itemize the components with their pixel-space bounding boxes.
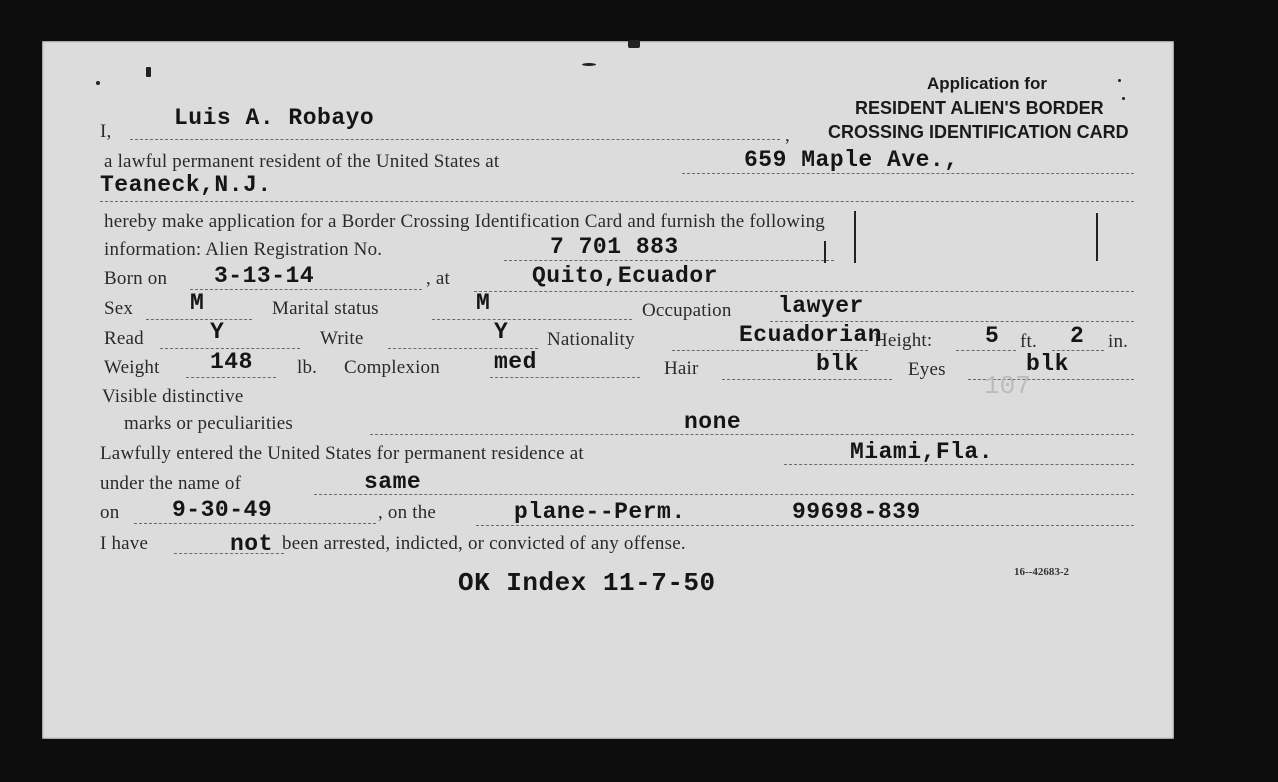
- label-weight: Weight: [104, 357, 160, 378]
- label-marital-status: Marital status: [272, 298, 379, 319]
- speck: [1118, 79, 1121, 82]
- label-sex: Sex: [104, 298, 134, 319]
- complexion-line: [490, 377, 640, 378]
- read-value: Y: [210, 319, 225, 345]
- weight-value: 148: [210, 349, 253, 375]
- birth-place: Quito,Ecuador: [532, 263, 718, 289]
- label-i-have: I have: [100, 533, 149, 554]
- label-under-name: under the name of: [100, 473, 242, 494]
- label-eyes: Eyes: [908, 359, 946, 380]
- write-value: Y: [494, 319, 509, 345]
- entry-name: same: [364, 469, 422, 495]
- id-card-application: [42, 41, 1174, 739]
- speck: [824, 241, 826, 263]
- birth-date-line: [190, 289, 422, 290]
- label-application-text: hereby make application for a Border Crossing Identification Card and furnish the following: [104, 211, 826, 232]
- entry-mode: plane--Perm.: [514, 499, 686, 525]
- entry-mode-line: [476, 525, 1134, 526]
- address-line-1: [682, 173, 1134, 174]
- label-in: in.: [1108, 331, 1129, 352]
- entry-date: 9-30-49: [172, 497, 273, 523]
- label-been-arrested: been arrested, indicted, or convicted of any offense.: [282, 533, 686, 554]
- label-ft: ft.: [1020, 331, 1037, 352]
- marital-line: [432, 319, 632, 320]
- nationality-value: Ecuadorian: [739, 322, 883, 348]
- label-resident-at: a lawful permanent resident of the United States at: [104, 151, 500, 172]
- label-read: Read: [104, 328, 144, 349]
- speck: [1096, 213, 1098, 261]
- form-number: 16--42683-2: [1014, 566, 1069, 578]
- label-hair: Hair: [664, 358, 699, 379]
- registration-line: [504, 260, 834, 261]
- index-annotation: OK Index 11-7-50: [458, 568, 716, 598]
- sex-value: M: [190, 290, 205, 316]
- marks-value: none: [684, 409, 742, 435]
- label-nationality: Nationality: [547, 329, 635, 350]
- address-line2: Teaneck,N.J.: [100, 172, 272, 198]
- birth-place-line: [474, 291, 1134, 292]
- entry-number: 99698-839: [792, 499, 921, 525]
- header-line-2: RESIDENT ALIEN'S BORDER: [855, 98, 1104, 118]
- weight-line: [186, 377, 276, 378]
- speck: [146, 67, 151, 77]
- label-lawfully-entered: Lawfully entered the United States for permanent residence at: [100, 443, 584, 464]
- registration-number: 7 701 883: [550, 234, 679, 260]
- height-ft-value: 5: [985, 323, 1000, 349]
- speck: [1122, 97, 1125, 100]
- marital-value: M: [476, 290, 491, 316]
- speck: [96, 81, 100, 85]
- arrested-value: not: [230, 531, 273, 557]
- eyes-value: blk: [1026, 351, 1069, 377]
- label-height: Height:: [874, 330, 933, 351]
- speck: [854, 211, 856, 263]
- label-born-on: Born on: [104, 268, 168, 289]
- birth-date: 3-13-14: [214, 263, 315, 289]
- speck: [628, 40, 640, 48]
- height-in-value: 2: [1070, 323, 1085, 349]
- label-complexion: Complexion: [344, 357, 440, 378]
- label-on: on: [100, 502, 120, 523]
- label-occupation: Occupation: [642, 300, 732, 321]
- address-line1: 659 Maple Ave.,: [744, 147, 959, 173]
- speck: [582, 63, 596, 66]
- applicant-name: Luis A. Robayo: [174, 105, 375, 131]
- header-line-1: Application for: [927, 74, 1047, 93]
- label-registration-no: information: Alien Registration No.: [104, 239, 383, 260]
- entry-name-line: [314, 494, 1134, 495]
- complexion-value: med: [494, 349, 537, 375]
- occupation-value: lawyer: [778, 293, 864, 319]
- hair-value: blk: [816, 351, 859, 377]
- sex-line: [146, 319, 252, 320]
- label-marks: marks or peculiarities: [124, 413, 294, 434]
- hair-line: [722, 379, 892, 380]
- name-comma: ,: [785, 125, 790, 146]
- label-visible-distinctive: Visible distinctive: [102, 386, 244, 407]
- header-line-3: CROSSING IDENTIFICATION CARD: [828, 122, 1129, 142]
- marks-line: [370, 434, 1134, 435]
- label-at: , at: [426, 268, 451, 289]
- entry-date-line: [134, 523, 376, 524]
- entry-place: Miami,Fla.: [850, 439, 994, 465]
- label-write: Write: [320, 328, 364, 349]
- label-lb: lb.: [297, 357, 318, 378]
- label-on-the: , on the: [378, 502, 437, 523]
- label-i: I,: [100, 121, 112, 142]
- address-line-2: [100, 201, 1134, 202]
- ghost-stamp: 107: [984, 371, 1031, 401]
- name-line: [130, 139, 780, 140]
- height-ft-line: [956, 350, 1016, 351]
